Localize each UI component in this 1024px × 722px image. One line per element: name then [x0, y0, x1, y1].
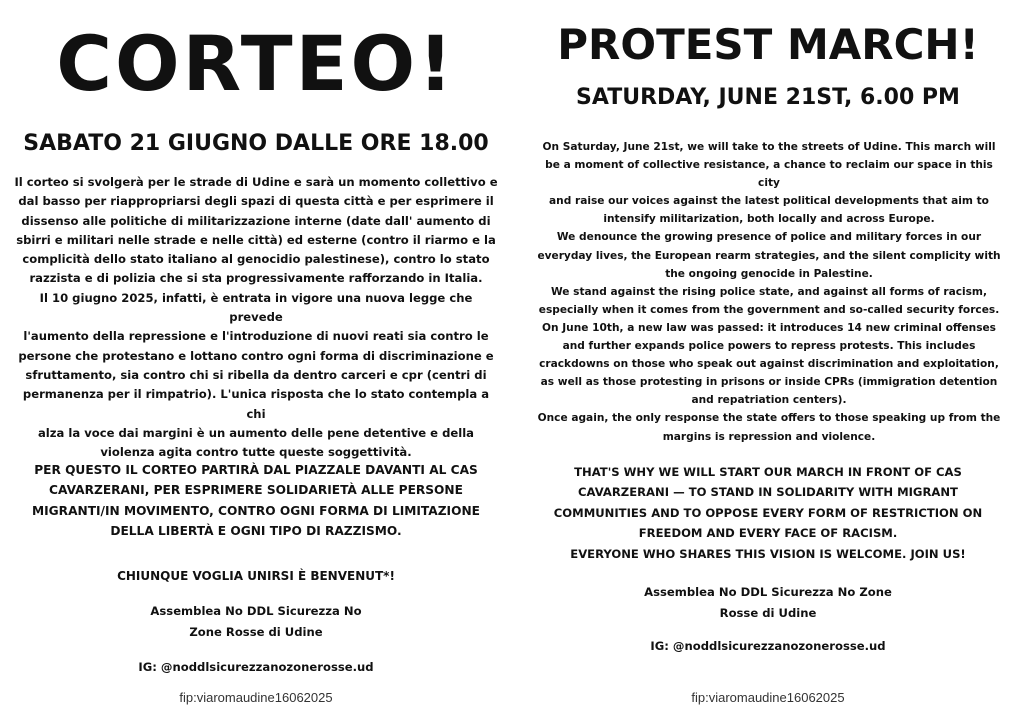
- english-body-line: On June 10th, a new law was passed: it introduces 14 new criminal offenses: [542, 321, 996, 334]
- english-body-line: everyday lives, the European rearm strategies, and the silent complicity with: [537, 249, 1001, 262]
- italian-callout-line: CAVARZERANI, PER ESPRIMERE SOLIDARIETÀ ALLE PERSONE: [49, 483, 463, 498]
- english-subtitle: SATURDAY, JUNE 21ST, 6.00 PM: [576, 85, 960, 110]
- italian-body-line: dissenso alle politiche di militarizzazione interne (date dall' aumento di: [21, 213, 491, 228]
- english-title: PROTEST MARCH!: [557, 20, 979, 69]
- english-callout: [528, 462, 1008, 564]
- italian-callout-line: PER QUESTO IL CORTEO PARTIRÀ DAL PIAZZALE DAVANTI AL CAS: [34, 463, 478, 477]
- english-body-line: We stand against the rising police state, and against all forms of racism,: [550, 285, 987, 298]
- italian-body-line: permanenza per il rimpatrio). L'unica risposta che lo stato contempla a chi: [22, 387, 490, 421]
- english-body-line: On Saturday, June 21st, we will take to the streets of Udine. This march will: [542, 141, 996, 153]
- italian-body-line: Il 10 giugno 2025, infatti, è entrata in vigore una nuova legge che prevede: [39, 290, 473, 325]
- italian-signature-line: Assemblea No DDL Sicurezza No: [150, 604, 362, 618]
- italian-body-line: alza la voce dai margini è un aumento delle pene detentive e della: [37, 425, 475, 440]
- english-callout-line: EVERYONE WHO SHARES THIS VISION IS WELCOME. JOIN US!: [570, 546, 966, 561]
- english-signature-line: Assemblea No DDL Sicurezza No Zone: [644, 585, 892, 599]
- italian-body-line: dal basso per riappropriarsi degli spazi di questa città e per esprimere il: [18, 194, 494, 209]
- english-body-line: and raise our voices against the latest political developments that aim to: [549, 195, 989, 208]
- italian-body-line: complicità dello stato italiano al genocidio palestinese), contro lo stato: [22, 252, 490, 267]
- english-body-line: crackdowns on those who speak out against discrimination and exploitation,: [539, 358, 999, 371]
- english-callout-line: CAVARZERANI — TO STAND IN SOLIDARITY WITH MIGRANT: [578, 485, 958, 500]
- english-body-line: especially when it comes from the government and so-called security forces.: [538, 303, 1000, 316]
- italian-callout-line: DELLA LIBERTÀ E OGNI TIPO DI RAZZISMO.: [110, 523, 402, 538]
- english-instagram-handle: IG: @noddlsicurezzanozonerosse.ud: [650, 639, 886, 653]
- english-body-line: intensify militarization, both locally and across Europe.: [603, 213, 935, 226]
- italian-fip-credit: fip:viaromaudine16062025: [179, 690, 333, 705]
- english-column: [518, 0, 1018, 722]
- english-body-line: as well as those protesting in prisons or inside CPRs (immigration detention: [540, 376, 998, 389]
- italian-signature: [6, 601, 506, 643]
- english-body-line: and further expands police powers to repress protests. This includes: [562, 340, 976, 353]
- italian-subtitle: SABATO 21 GIUGNO DALLE ORE 18.00: [23, 131, 489, 156]
- english-signature: [518, 582, 1018, 624]
- english-body-line: be a moment of collective resistance, a chance to reclaim our space in this city: [545, 159, 993, 190]
- english-body-line: and repatriation centers).: [691, 394, 847, 407]
- english-body: [536, 138, 1002, 446]
- italian-column: [6, 0, 506, 722]
- english-signature-line: Rosse di Udine: [719, 606, 817, 620]
- english-body-line: We denounce the growing presence of police and military forces in our: [556, 231, 982, 244]
- italian-instagram-handle: IG: @noddlsicurezzanozonerosse.ud: [138, 660, 374, 674]
- english-body-line: margins is repression and violence.: [662, 430, 876, 443]
- italian-body-line: sfruttamento, sia contro chi si ribella da dentro carceri e cpr (centri di: [25, 367, 487, 382]
- italian-signature-line: Zone Rosse di Udine: [189, 625, 323, 639]
- italian-body: [14, 173, 498, 462]
- italian-body-line: l'aumento della repressione e l'introduzione di nuovi reati sia contro le: [23, 329, 489, 344]
- italian-welcome: CHIUNQUE VOGLIA UNIRSI È BENVENUT*!: [117, 569, 395, 583]
- english-callout-line: FREEDOM AND EVERY FACE OF RACISM.: [638, 526, 898, 541]
- english-body-line: Once again, the only response the state offers to those speaking up from the: [537, 412, 1001, 425]
- italian-body-line: violenza agita contro tutte queste soggettività.: [100, 445, 412, 460]
- italian-callout: [16, 460, 496, 541]
- italian-body-line: razzista e di polizia che si sta progressivamente rafforzando in Italia.: [29, 271, 483, 286]
- italian-body-line: Il corteo si svolgerà per le strade di Udine e sarà un momento collettivo e: [14, 175, 498, 189]
- english-callout-line: COMMUNITIES AND TO OPPOSE EVERY FORM OF RESTRICTION ON: [553, 505, 983, 520]
- italian-title: CORTEO!: [56, 19, 456, 108]
- italian-callout-line: MIGRANTI/IN MOVIMENTO, CONTRO OGNI FORMA DI LIMITAZIONE: [32, 503, 480, 518]
- english-callout-line: THAT'S WHY WE WILL START OUR MARCH IN FRONT OF CAS: [574, 465, 962, 479]
- english-body-line: the ongoing genocide in Palestine.: [665, 267, 873, 280]
- italian-body-line: sbirri e militari nelle strade e nelle città) ed esterne (contro il riarmo e la: [16, 232, 496, 247]
- english-fip-credit: fip:viaromaudine16062025: [691, 690, 845, 705]
- italian-body-line: persone che protestano e lottano contro ogni forma di discriminazione e: [18, 348, 494, 363]
